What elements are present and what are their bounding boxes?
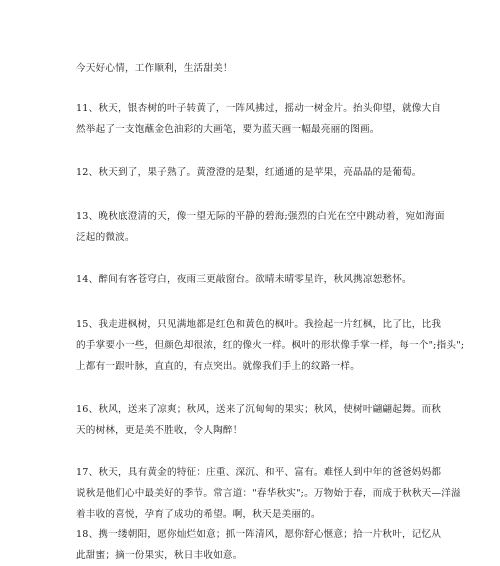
paragraph-line: 12、秋天到了，果子熟了。黄澄澄的是梨，红通通的是苹果，亮晶晶的是葡萄。: [76, 167, 422, 178]
paragraph-18: [76, 524, 442, 566]
paragraph-line: 此甜蜜；摘一份果实，秋日丰收如意。: [76, 550, 243, 561]
intro-line: 今天好心情，工作顺利，生活甜美！: [76, 63, 233, 74]
paragraph-15: [76, 314, 465, 377]
paragraph-14: [76, 269, 432, 290]
paragraph-line: 15、我走进枫树，只见满地都是红色和黄色的枫叶。我捡起一片红枫，比了比，比我: [76, 319, 442, 330]
paragraph-line: 天的树林，更是美不胜收，令人陶醉！: [76, 425, 243, 436]
paragraph-line: 的手掌要小一些，但颜色却很浓，红的像火一样。枫叶的形状像手掌一样，每一个";指头";: [76, 340, 465, 351]
paragraph-line: 14、醉间有客苍穹白，夜雨三更敲窗台。欲晴未晴零星许，秋风携凉恕愁怀。: [76, 274, 412, 285]
paragraph-line: 说秋是他们心中最美好的季节。常言道："春华秋实";。万物始于春，而成于秋秋天—洋溢: [76, 488, 461, 499]
paragraph-line: 上都有一跟叶脉，直直的，有点突出。就像我们手上的纹路一样。: [76, 361, 361, 372]
paragraph-line: 11、秋天，银杏树的叶子转黄了，一阵风拂过，摇动一树金片。抬头仰望，就像大自: [76, 103, 442, 114]
paragraph-line: 17、秋天，具有黄金的特征：庄重、深沉、和平、富有。难怪人到中年的爸爸妈妈都: [76, 467, 442, 478]
paragraph-12: [76, 162, 432, 183]
paragraph-line: 泛起的微波。: [76, 232, 135, 243]
paragraph-line: 13、晚秋底澄清的天，像一望无际的平静的碧海;强烈的白光在空中跳动着，宛如海面: [76, 211, 445, 222]
paragraph-line: 然举起了一支饱蘸金色油彩的大画笔，要为蓝天画一幅最亮丽的图画。: [76, 124, 380, 135]
paragraph-11: [76, 98, 442, 140]
paragraph-17: [76, 462, 461, 525]
paragraph-16: [76, 399, 442, 441]
paragraph-13: [76, 206, 445, 248]
paragraph-line: 18、携一缕朝阳，愿你灿烂如意；抓一阵清风，愿你舒心惬意；拾一片秋叶，记忆从: [76, 529, 442, 540]
paragraph-line: 16、秋风，送来了凉爽；秋风，送来了沉甸甸的果实；秋风，使树叶翩翩起舞。而秋: [76, 404, 442, 415]
paragraph-line: 着丰收的喜悦，孕育了成功的希望。啊，秋天是美丽的。: [76, 509, 321, 520]
